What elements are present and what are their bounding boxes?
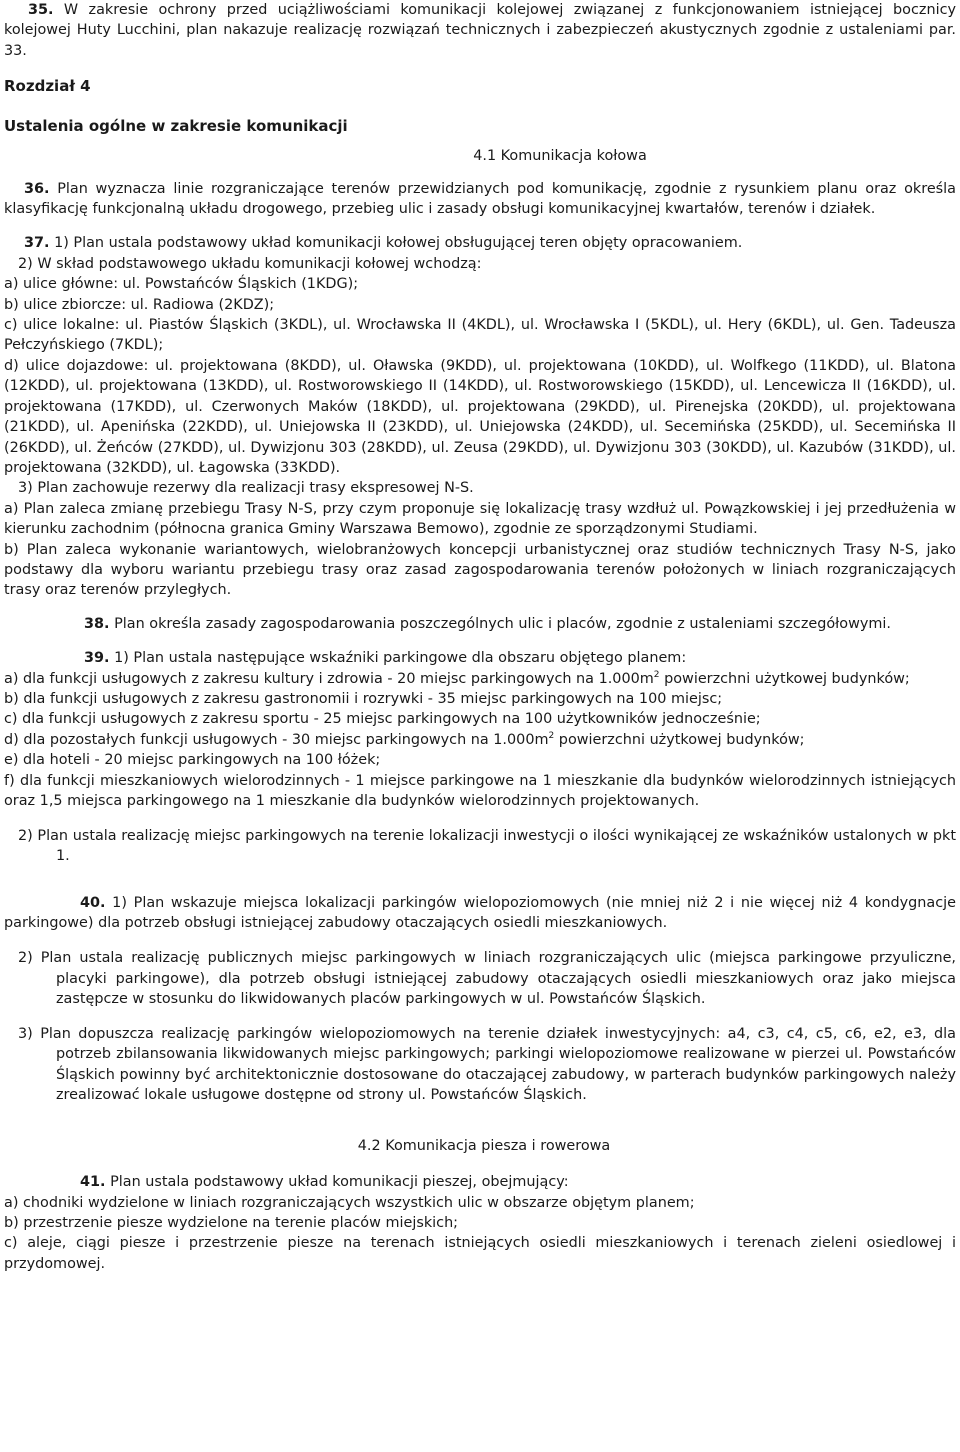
list-item: 2) Plan ustala realizację publicznych miejsc parkingowych w liniach rozgraniczających ulic (miejsca parkingowe przyuliczne, placyki parkingowe), dla potrzeb obsługi istniejącej zabudowy otaczających osiedli mieszkaniowych oraz jako miejsca zastępcze w stosunku do likwidowanych placów parkingowych w ul. Powstańców Śląskich.	[18, 950, 956, 1008]
list-item-text: d) dla pozostałych funkcji usługowych - 30 miejsc parkingowych na 1.000m	[4, 731, 549, 748]
paragraph-line	[4, 1172, 956, 1192]
superscript: 2	[548, 730, 555, 741]
list-item-text: powierzchni użytkowej budynków;	[554, 731, 805, 748]
list-item: 3) Plan dopuszcza realizację parkingów wielopoziomowych na terenie działek inwestycyjnych: a4, c3, c4, c5, c6, e2, e3, dla potrzeb zbilansowania likwidowanych miejsc parkingowych; parkingi wielopoziomowe realizowane w pierzei ul. Powstańców Śląskich powinny być architektonicznie dostosowane do otaczającej zabudowy, w parterach budynków parkingowych należy zrealizować lokale usługowe dostępne od strony ul. Powstańców Śląskich.	[18, 1025, 956, 1104]
list-item: b) przestrzenie piesze wydzielone na terenie placów miejskich;	[4, 1215, 459, 1232]
paragraph-36	[4, 179, 956, 220]
paragraph-38	[4, 614, 956, 634]
paragraph-number: 39.	[84, 650, 110, 667]
chapter-subtitle: Ustalenia ogólne w zakresie komunikacji	[4, 117, 348, 136]
paragraph-line: 3) Plan zachowuje rezerwy dla realizacji trasy ekspresowej N-S.	[18, 480, 474, 497]
list-item: d) ulice dojazdowe: ul. projektowana (8KDD), ul. Oławska (9KDD), ul. projektowana (10KDD), ul. Wolfkego (11KDD), ul. Blatona (12KDD), ul. projektowana (13KDD), ul. Rostworowskiego II (14KDD), ul. Rostworowskiego (15KDD), ul. Lencewicza II (16KDD), ul. projektowana (17KDD), ul. Czerwonych Maków (18KDD), ul. projektowana (29KDD), ul. Pirenejska (20KDD), ul. projektowana (21KDD), ul. Apenińska (22KDD), ul. Uniejowska II (23KDD), ul. Uniejowska (24KDD), ul. Secemińska (25KDD), ul. Secemińska II (26KDD), ul. Żeńców (27KDD), ul. Dywizjonu 303 (28KDD), ul. Zeusa (29KDD), ul. Dywizjonu 303 (30KDD), ul. Kazubów (31KDD), ul. projektowana (32KDD), ul. Łagowska (33KDD).	[4, 357, 956, 476]
paragraph-text: W zakresie ochrony przed uciążliwościami komunikacji kolejowej związanej z funkcjonowaniem istniejącej bocznicy kolejowej Huty Lucchini, plan nakazuje realizację rozwiązań technicznych i zabezpieczeń akustycznych zgodnie z ustaleniami par. 33.	[4, 2, 956, 59]
paragraph-line	[4, 648, 956, 668]
list-item: e) dla hoteli - 20 miejsc parkingowych na 100 łóżek;	[4, 752, 381, 769]
paragraph-37	[4, 233, 956, 600]
paragraph-text: Plan ustala podstawowy układ komunikacji pieszej, obejmujący:	[105, 1174, 569, 1191]
document-page	[4, 0, 956, 1274]
paragraph-number: 35.	[28, 2, 54, 18]
list-item: b) ulice zbiorcze: ul. Radiowa (2KDZ);	[4, 296, 275, 313]
chapter-title: Rozdział 4	[4, 77, 91, 96]
paragraph-text: Plan wyznacza linie rozgraniczające terenów przewidzianych pod komunikację, zgodnie z rysunkiem planu oraz określa klasyfikację funkcjonalną układu drogowego, przebieg ulic i zasady obsługi komunikacyjnej kwartałów, terenów i działek.	[4, 180, 956, 218]
paragraph-number: 41.	[80, 1174, 106, 1191]
paragraph-number: 40.	[80, 895, 106, 911]
paragraph-number: 38.	[84, 615, 110, 632]
list-item: 2) Plan ustala realizację miejsc parkingowych na terenie lokalizacji inwestycji o ilości wynikającej ze wskaźników ustalonych w pkt 1.	[18, 827, 956, 865]
list-item: a) chodniki wydzielone w liniach rozgraniczających wszystkich ulic w obszarze objętym planem;	[4, 1194, 695, 1211]
section-heading: 4.2 Komunikacja piesza i rowerowa	[357, 1137, 611, 1154]
list-item: c) ulice lokalne: ul. Piastów Śląskich (3KDL), ul. Wrocławska II (4KDL), ul. Wrocławska I (5KDL), ul. Hery (6KDL), ul. Gen. Tadeusza Pełczyńskiego (7KDL);	[4, 317, 956, 354]
paragraph-number: 36.	[24, 180, 50, 197]
list-item: b) Plan zaleca wykonanie wariantowych, wielobranżowych koncepcji urbanistycznej oraz studiów technicznych Trasy N-S, jako podstawy dla wyboru wariantu przebiegu trasy oraz zasad zagospodarowania terenów położonych w liniach rozgraniczających trasy oraz terenów przyległych.	[4, 541, 956, 599]
section-heading: 4.1 Komunikacja kołowa	[473, 148, 647, 165]
paragraph-text: Plan określa zasady zagospodarowania poszczególnych ulic i placów, zgodnie z ustaleniami szczegółowymi.	[109, 615, 891, 632]
list-item	[4, 669, 956, 689]
list-item: c) dla funkcji usługowych z zakresu sportu - 25 miejsc parkingowych na 100 użytkowników jednocześnie;	[4, 711, 761, 728]
list-item: f) dla funkcji mieszkaniowych wielorodzinnych - 1 miejsce parkingowe na 1 mieszkanie dla budynków wielorodzinnych istniejących oraz 1,5 miejsca parkingowego na 1 mieszkanie dla budynków wielorodzinnych projektowanych.	[4, 772, 956, 809]
paragraph-line	[4, 233, 956, 253]
paragraph-text: 1) Plan ustala następujące wskaźniki parkingowe dla obszaru objętego planem:	[109, 650, 687, 667]
list-item: a) ulice główne: ul. Powstańców Śląskich (1KDG);	[4, 276, 359, 293]
list-item-text: a) dla funkcji usługowych z zakresu kultury i zdrowia - 20 miejsc parkingowych na 1.000m	[4, 670, 654, 687]
paragraph-40	[4, 893, 956, 1105]
list-item: b) dla funkcji usługowych z zakresu gastronomii i rozrywki - 35 miejsc parkingowych na 100 miejsc;	[4, 690, 723, 707]
list-item	[4, 730, 956, 750]
paragraph-line: 2) W skład podstawowego układu komunikacji kołowej wchodzą:	[18, 255, 482, 272]
paragraph-number: 37.	[24, 235, 50, 252]
paragraph-text: 1) Plan wskazuje miejsca lokalizacji parkingów wielopoziomowych (nie mniej niż 2 i nie więcej niż 4 kondygnacje parkingowe) dla potrzeb obsługi istniejącej zabudowy otaczających osiedli mieszkaniowych.	[4, 895, 956, 932]
list-item: a) Plan zaleca zmianę przebiegu Trasy N-S, przy czym proponuje się lokalizację trasy wzdłuż ul. Powązkowskiej i jej przedłużenia w kierunku zachodnim (północna granica Gminy Warszawa Bemowo), zgodnie ze sporządzonymi Studiami.	[4, 500, 956, 538]
list-item: c) aleje, ciągi piesze i przestrzenie piesze na terenach istniejących osiedli mieszkaniowych i terenach zieleni osiedlowej i przydomowej.	[4, 1235, 956, 1272]
list-item-text: powierzchni użytkowej budynków;	[659, 670, 910, 687]
paragraph-39	[4, 648, 956, 866]
paragraph-41	[4, 1172, 956, 1274]
paragraph-line	[4, 893, 956, 934]
superscript: 2	[653, 669, 660, 680]
paragraph-text: 1) Plan ustala podstawowy układ komunikacji kołowej obsługującej teren objęty opracowaniem.	[49, 235, 743, 252]
paragraph-35	[4, 0, 956, 61]
